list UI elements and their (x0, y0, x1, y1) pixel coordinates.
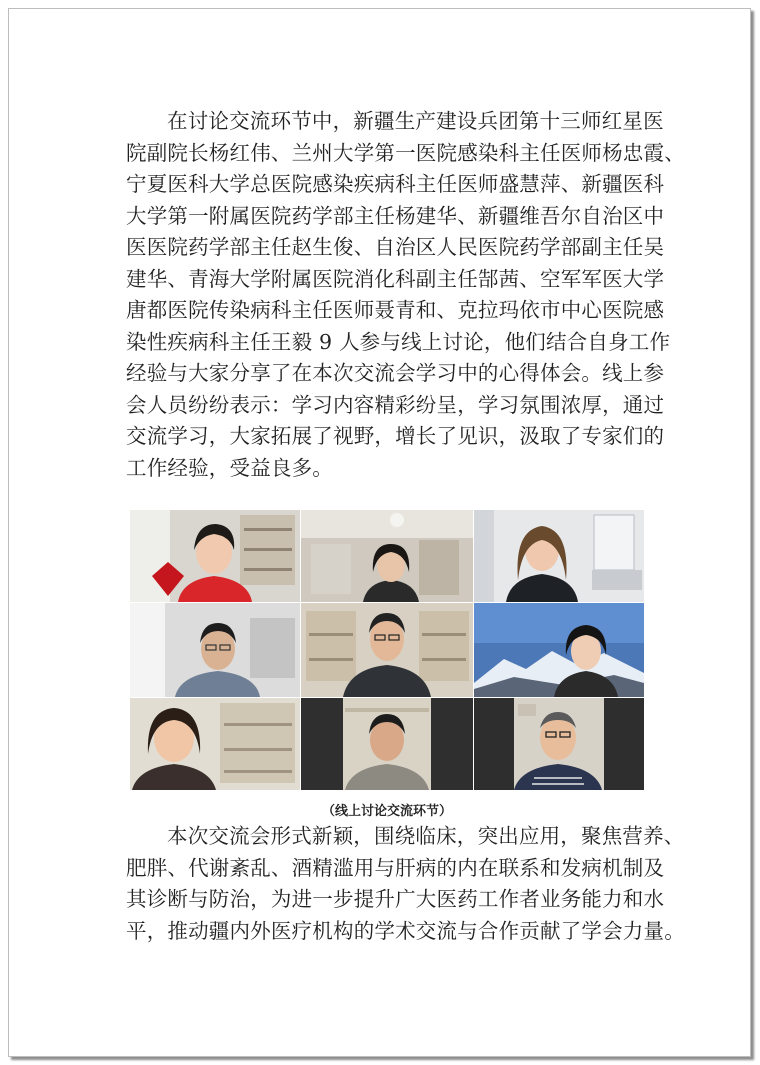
video-tile-9 (474, 698, 644, 790)
text-line: 大学第一附属医院药学部主任杨建华、新疆维吾尔自治区中 (126, 203, 665, 228)
text-line: 医医院药学部主任赵生俊、自治区人民医院药学部副主任吴 (126, 235, 665, 259)
text-line: 院副院长杨红伟、兰州大学第一医院感染科主任医师杨忠霞、 (126, 140, 685, 165)
text-line: 肥胖、代谢紊乱、酒精滥用与肝病的内在联系和发病机制及 (126, 855, 665, 880)
text-line: 本次交流会形式新颖，围绕临床，突出应用，聚焦营养、 (167, 824, 685, 848)
video-tile-3 (474, 510, 644, 602)
text-line: 平，推动疆内外医疗机构的学术交流与合作贡献了学会力量。 (126, 918, 685, 943)
video-tile-7 (130, 698, 300, 790)
text-line: 会人员纷纷表示：学习内容精彩纷呈，学习氛围浓厚，通过 (126, 392, 665, 417)
text-line: 经验与大家分享了在本次交流会学习中的心得体会。线上参 (126, 361, 665, 385)
text-line: 染性疾病科主任王毅 9 人参与线上讨论，他们结合自身工作 (126, 329, 671, 354)
video-tile-5 (301, 603, 473, 697)
video-tile-1 (130, 510, 300, 602)
photo-caption: （线上讨论交流环节） (321, 804, 452, 819)
video-tile-6 (474, 603, 644, 697)
video-tile-4 (130, 603, 300, 697)
video-tile-8 (301, 698, 473, 790)
text-line: 建华、青海大学附属医院消化科副主任郜茜、空军军医大学 (126, 266, 665, 291)
video-tile-2 (301, 510, 473, 602)
text-line: 交流学习，大家拓展了视野，增长了见识，汲取了专家们的 (126, 424, 665, 448)
paragraph-summary (126, 821, 685, 947)
text-line: 其诊断与防治，为进一步提升广大医药工作者业务能力和水 (126, 887, 665, 911)
paragraph-discussion (126, 106, 685, 484)
text-line: 在讨论交流环节中，新疆生产建设兵团第十三师红星医 (167, 109, 664, 133)
video-conference-photo (130, 510, 644, 790)
text-line: 工作经验，受益良多。 (126, 455, 333, 480)
text-line: 唐都医院传染病科主任医师聂青和、克拉玛依市中心医院感 (126, 298, 665, 322)
text-line: 宁夏医科大学总医院感染疾病科主任医师盛慧萍、新疆医科 (126, 172, 665, 196)
